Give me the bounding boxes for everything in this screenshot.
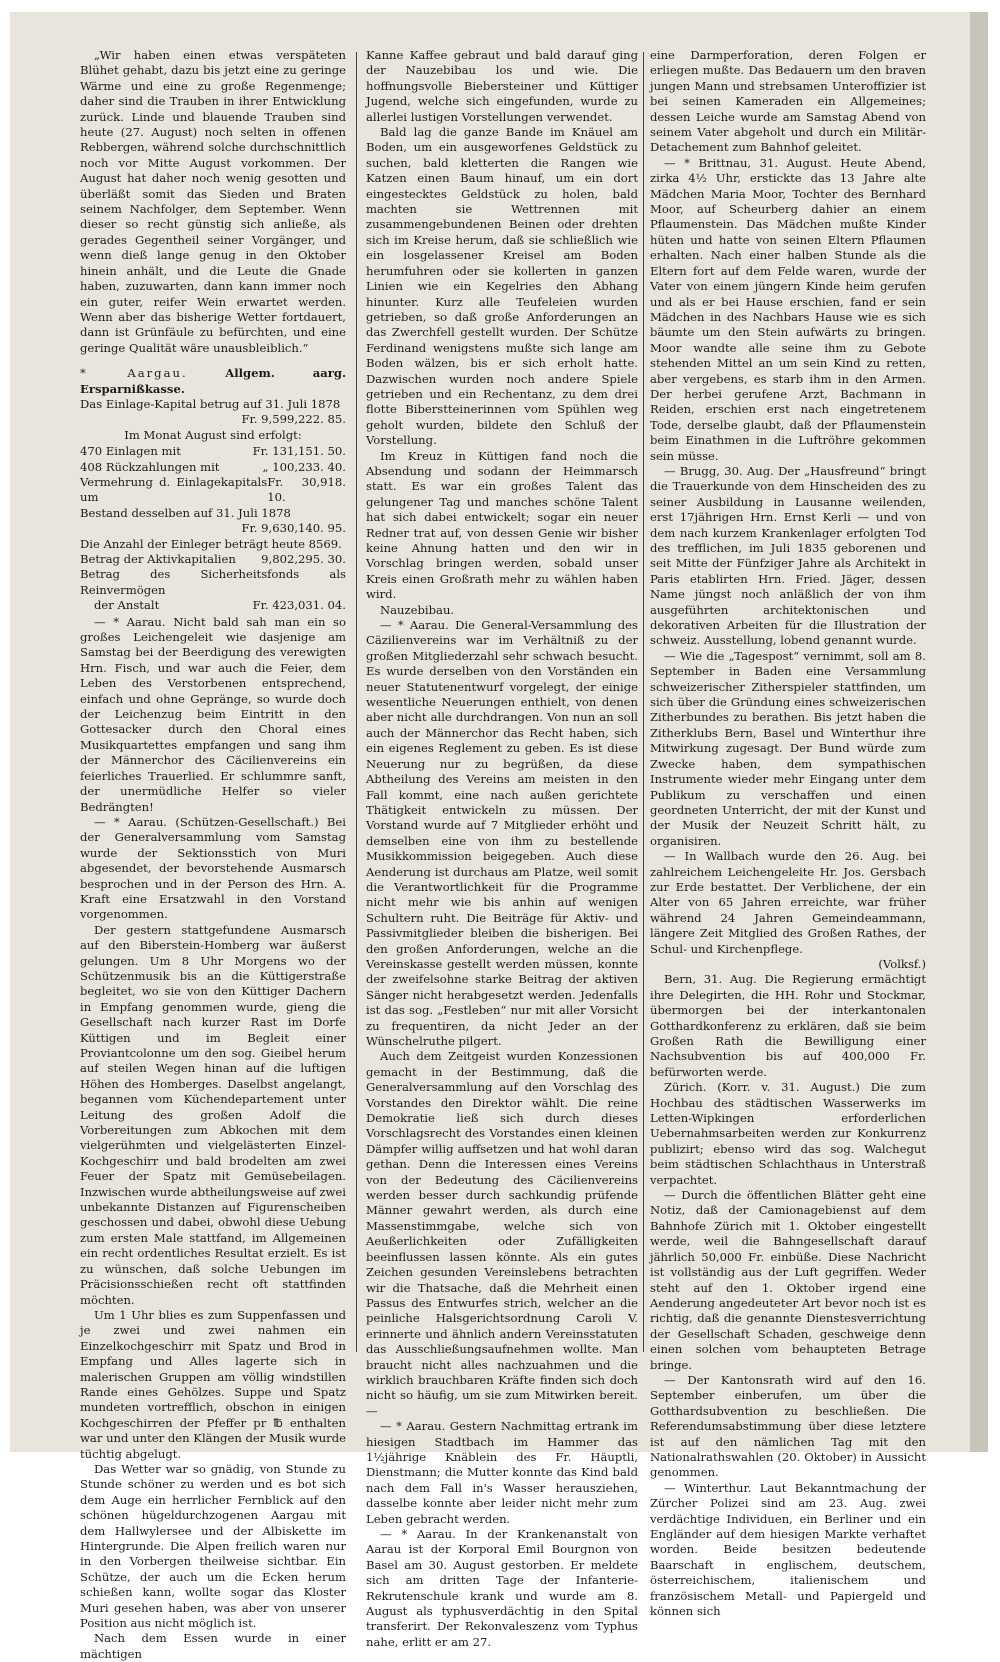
table-row: Betrag der Aktivkapitalien 9,802,295. 30.	[80, 552, 346, 566]
article-paragraph: Im Kreuz in Küttigen fand noch die Absendung und sodann der Heimmarsch statt. Es war ein großes Talent das gelungener Tag und manches schöne Talent hat sich dabei entwickelt; sogar ein neuer Redner trat auf, von dessen Genie wir bisher keine Ahnung hatten und den wir in Vorschlag bringen werden, sobald unser Kreis einen Großrath mehr zu wählen haben wird.	[366, 448, 638, 602]
article-signature: (Volksf.)	[878, 956, 926, 971]
column-rule	[643, 52, 644, 1352]
kasse-intro-value: Fr. 9,599,222. 85.	[241, 412, 346, 427]
newspaper-page	[10, 12, 988, 1661]
article-paragraph: — Brugg, 30. Aug. Der „Hausfreund“ bringt die Trauerkunde von dem Hinscheiden des zu seiner Ausbildung in Lausanne weilenden, erst 17jährigen Hrn. Ernst Kerli — und von dem nach kurzem Krankenlager erfolgten Tod des trefflichen, im Juli 1835 geborenen und seit Mitte der Fünfziger Jahre als Architekt in Paris etablirten Hrn. Fried. Jäger, dessen Name jüngst noch anläßlich der von ihm ausgeführten architektonischen und dekorativen Arbeiten für die Illustration der schweiz. Ausstellung, lobend genannt wurde.	[650, 463, 926, 648]
article-paragraph: — * Aarau. Gestern Nachmittag ertrank im hiesigen Stadtbach im Hammer das 1½jährige Knäblein des Fr. Häuptli, Dienstmann; die Mutter konnte das Kind bald nach dem Fall in's Wasser herausziehen, dasselbe konnte aber leider nicht mehr zum Leben gebracht werden.	[366, 1419, 638, 1526]
article-paragraph: — * Brittnau, 31. August. Heute Abend, zirka 4½ Uhr, erstickte das 13 Jahre alte Mädchen Maria Moor, Tochter des Bernhard Moor, auf Scheurberg dahier an einem Pflaumenstein. Das Mädchen mußte Kinder hüten und hatte von seinen Eltern Pflaumen erhalten. Nach einer halben Stunde als die Eltern fort auf dem Felde waren, wurde der Vater von einem jüngern Kinde heim gerufen und als er bei Hause erschien, fand er sein Mädchen in des Nachbars Hause wie es sich bäumte um den Stein aufwärts zu bringen. Moor wandte alle seine ihm zu Gebote stehenden Mittel an um sein Kind zu retten, aber vergebens, es starb ihm in den Armen. Der herbei gerufene Arzt, Bachmann in Reiden, erschien erst nach eingetretenem Tode, derselbe glaubt, daß der Pflaumenstein beim Einathmen in die Luftröhre gekommen sein müsse.	[650, 155, 926, 463]
article-paragraph: Bald lag die ganze Bande im Knäuel am Boden, um ein ausgeworfenes Geldstück zu suchen, bald kletterten die Rangen wie Katzen einen Baum hinauf, um ein dort eingestecktes Geldstück zu holen, bald machten sie Wettrennen mit zusammengebundenen Beinen oder drehten sich im Kreise herum, daß sie schließlich wie ein losgelassener Kreisel am Boden herumfuhren oder sie kollerten in ganzen Linien wie ein Kegelries den Abhang hinunter. Kurz alle Teufeleien wurden getrieben, so daß große Anforderungen an das Zwerchfell gestellt wurden. Der Schütze Ferdinand wenigstens mußte sich lange am Boden wälzen, bis er sich erholt hatte. Dazwischen wurden noch andere Spiele getrieben und ein Rechentanz, zu dem drei flotte Biberstteinerinnen vom Spühlen weg geholt wurden, bildete den Schluß der Vorstellung.	[366, 125, 638, 448]
article-paragraph: — * Aarau. Nicht bald sah man ein so großes Leichengeleit wie dasjenige am Samstag bei der Beerdigung des verewigten Hrn. Fisch, und war auch die Feier, dem Leben des Verstorbenen entsprechend, einfach und ohne Gepränge, so wurde doch der Leichenzug beim Eintritt in den Gottesacker durch den Choral eines Musikquartettes empfangen und sang ihm der Männerchor des Cäcilienvereins ein feierliches Trauerlied. Er schlummre sanft, der unermüdliche Helfer so vieler Bedrängten!	[80, 614, 346, 814]
article-paragraph: Das Wetter war so gnädig, von Stunde zu Stunde schöner zu werden und es bot sich dem Auge ein herrlicher Fernblick auf den schönen hügeldurchzogenen Aargau mit dem Hallwylersee und der Albiskette im Hintergrunde. Die Alpen freilich waren nur in den Vorbergen theilweise sichtbar. Ein Schütze, der auch um die Ecken herum schießen kann, wollte sogar das Kloster Muri gesehen haben, was aber von unserer Position aus nicht möglich ist.	[80, 1461, 346, 1631]
article-paragraph: — Der Kantonsrath wird auf den 16. September einberufen, um über die Gotthardsubvention zu beschließen. Die Referendumsabstimmung über diese letztere ist auf den nämlichen Tag mit den Nationalrathswahlen (20. Oktober) in Aussicht genommen.	[650, 1372, 926, 1480]
article-paragraph: — * Aarau. Die General-Versammlung des Cäzilienvereins war im Verhältniß zu der großen Mitgliederzahl sehr schwach besucht. Es wurde derselben von den Vorständen ein neuer Statutenentwurf vorgelegt, der einige wesentliche Neuerungen enthielt, von denen aber nicht alle durchdrangen. Von nun an soll auch der Männerchor das Recht haben, sich ein eigenes Reglement zu geben. Es ist diese Neuerung nur zu begrüßen, da diese Abtheilung des Vereins am meisten in den Fall kommt, eine nach außen gerichtete Thätigkeit entwickeln zu müssen. Der Vorstand wurde auf 7 Mitglieder erhöht und demselben eine von ihm zu bestellende Musikkommission beigegeben. Auch diese Aenderung ist durchaus am Platze, weil somit die Verantwortlichkeit für die Programme nicht mehr wie bis anhin auf wenigen Schultern ruht. Die Beiträge für Aktiv- und Passivmitglieder bleiben die bisherigen. Bei den großen Anforderungen, welche an die Vereinskasse gestellt werden müssen, konnte der zweifelsohne starke Beitrag der aktiven Sänger nicht herabgesetzt werden. Jedenfalls ist das sog. „Festleben“ nur mit aller Vorsicht zu frequentiren, da nicht Jeder an der Wünschelruthe pilgert.	[366, 618, 638, 1048]
article-paragraph: — Durch die öffentlichen Blätter geht eine Notiz, daß der Camionagebienst auf dem Bahnhofe Zürich mit 1. Oktober eingestellt werde, weil die Bahngesellschaft darauf jährlich 50,000 Fr. einbüße. Diese Nachricht ist vollständig aus der Luft gegriffen. Weder steht auf den 1. Oktober irgend eine Aenderung angedeuteter Art bevor noch ist es richtig, daß die genannte Dienstesverrichtung der Gesellschaft Schaden, geschweige denn einen solchen vom behaupteten Betrage bringe.	[650, 1188, 926, 1372]
article-paragraph: — Wie die „Tagespost“ vernimmt, soll am 8. September in Baden eine Versammlung schweizerischer Zitherspieler stattfinden, um sich über die Gründung eines schweizerischen Zitherbundes zu berathen. Bis jetzt haben die Zitherklubs Bern, Basel und Winterthur ihre Mitwirkung zugesagt. Der Bund würde zum Zwecke haben, dem sympathischen Instrumente wieder mehr Eingang unter dem Publikum zu verschaffen und einen geordneten Unterricht, der mit der Kunst und der Musik der Neuzeit Schritt hält, zu organisiren.	[650, 648, 926, 848]
article-paragraph: Zürich. (Korr. v. 31. August.) Die zum Hochbau des städtischen Wasserwerks im Letten-Wipkingen erforderlichen Uebernahmsarbeiten werden zur Konkurrenz publizirt; ebenso wird das sog. Walchegut beim städtischen Schlachthaus in Unterstraß verpachtet.	[650, 1080, 926, 1187]
kasse-heading: * Aargau. Allgem. aarg. Ersparnißkasse.	[80, 366, 347, 396]
article-paragraph: Nach dem Essen wurde in einer mächtigen	[80, 1631, 346, 1661]
wine-report-paragraph: „Wir haben einen etwas verspäteten Blühet gehabt, dazu bis jetzt eine zu geringe Wärme und eine zu große Regenmenge; daher sind die Trauben in ihrer Entwicklung zurück. Linde und blauende Trauben sind heute (27. August) noch selten in offenen Rebbergen, während solche durchschnittlich noch vor Mitte August vorkommen. Der August hat daher noch wenig gesotten und überläßt somit das Sieden und Braten seinem Nachfolger, dem September. Wenn dieser so recht günstig sich anließe, als gerades Gegentheil seiner Vorgänger, und wenn dieß lange genug in den Oktober hinein anhält, und die Leute die Gnade haben, zuzuwarten, dann kann immer noch ein guter, reifer Wein erwartet werden. Wenn aber das bisherige Wetter fortdauert, dann ist Grünfäule zu befürchten, und eine geringe Qualität wäre unausbleiblich.“	[80, 48, 346, 355]
kasse-einleger: Die Anzahl der Einleger beträgt heute 8569.	[80, 536, 342, 551]
article-paragraph: — In Wallbach wurde den 26. Aug. bei zahlreichem Leichengeleite Hr. Jos. Gersbach zur Erde bestattet. Der Verblichene, der ein Alter von 65 Jahren erreichte, war früher während 24 Jahren Gemeindeammann, längere Zeit Mitglied des Großen Rathes, der Schul- und Kirchenpflege.	[650, 849, 926, 956]
kasse-intro: Das Einlage-Kapital betrug auf 31. Juli 1878	[80, 396, 341, 411]
kasse-table	[80, 444, 346, 613]
article-paragraph: Kanne Kaffee gebraut und bald darauf ging der Nauzebibau los und wie. Die hoffnungsvolle Biebersteiner und Küttiger Jugend, welche sich eingefunden, wurde zu allerlei lustigen Vorstellungen verwendet.	[366, 48, 638, 124]
article-signature: Nauzebibau.	[380, 602, 455, 617]
article-paragraph: Auch dem Zeitgeist wurden Konzessionen gemacht in der Bestimmung, daß die Generalversammlung auf den Vorschlag des Vorstandes den Direktor wählt. Die reine Demokratie ließ sich durch dieses Vorschlagsrecht des Vorstandes einen kleinen Dämpfer willig auffsetzen und hat wohl daran gethan. Denn die Interessen eines Vereins von der Bedeutung des Cäcilienvereins werden besser durch sachkundig prüfende Männer gewahrt werden, als durch eine Massenstimmgabe, welche sich von Aeußerlichkeiten oder Zufälligkeiten beeinflussen lassen könnte. Als ein gutes Zeichen gesunden Vereinslebens betrachten wir die Thatsache, daß die Mehrheit einen Passus des Entwurfes strich, welcher an die peinliche Halsgerichtsordnung Caroli V. erinnerte und ähnlich andern Vereinsstatuten das Ausschließungsaufnehmen wollte. Man braucht nicht alles nachzuahmen und die wirklich brauchbaren Kräfte finden sich doch nicht so häufig, um sie zum Mitwirken bereit. —	[366, 1049, 638, 1418]
article-paragraph: — Winterthur. Laut Bekanntmachung der Zürcher Polizei sind am 23. Aug. zwei verdächtige Individuen, ein Berliner und ein Engländer auf dem hiesigen Markte verhaftet worden. Beide besitzen bedeutende Baarschaft in englischem, deutschem, österreichischem, italienischem und französischem Metall- und Papiergeld und können sich	[650, 1480, 926, 1619]
article-paragraph: — * Aarau. (Schützen-Gesellschaft.) Bei der Generalversammlung vom Samstag wurde der Sektionsstich von Muri abgesendet, der bevorstehende Ausmarsch besprochen und in der Person des Hrn. A. Kraft eine Ersatzwahl in den Vorstand vorgenommen.	[80, 814, 346, 922]
table-row: der Anstalt Fr. 423,031. 04.	[94, 598, 346, 613]
column-rule	[356, 52, 357, 1352]
article-paragraph: eine Darmperforation, deren Folgen er erliegen mußte. Das Bedauern um den braven jungen Mann und strebsamen Unteroffizier ist bei seinen Kameraden ein Allgemeines; dessen Leiche wurde am Samstag Abend von seinem Vater abgeholt und durch ein Militär-Detachement zum Bahnhof geleitet.	[650, 48, 926, 155]
table-row: 470 Einlagen mit Fr. 131,151. 50.	[80, 444, 346, 459]
table-row: Vermehrung d. Einlagekapitals um Fr. 30,918. 10.	[80, 474, 346, 505]
kasse-sicherheit: Betrag des Sicherheitsfonds als Reinvermögen	[80, 567, 346, 597]
table-row: 408 Rückzahlungen mit „ 100,233. 40.	[80, 459, 346, 474]
article-paragraph: Um 1 Uhr blies es zum Suppenfassen und je zwei und zwei nahmen ein Einzelkochgeschirr mit Spatz und Brod in Empfang und Alles lagerte sich in malerischen Gruppen am völlig windstillen Rande eines Gehölzes. Suppe und Spatz mundeten vortrefflich, obschon in einigen Kochgeschirren der Pfeffer pr ℔ enthalten war und unter den Klängen der Musik wurde tüchtig abgelugt.	[80, 1307, 346, 1461]
kasse-bestand-value: Fr. 9,630,140. 95.	[241, 521, 346, 536]
article-paragraph: Bern, 31. Aug. Die Regierung ermächtigt ihre Delegirten, die HH. Rohr und Stockmar, übermorgen bei der interkantonalen Gotthardkonferenz zu erklären, daß sie beim Großen Rath die Bewilligung einer Nachsubvention bis auf 400,000 Fr. befürworten werde.	[650, 972, 926, 1079]
kasse-month: Im Monat August sind erfolgt:	[124, 427, 302, 442]
column-1	[80, 48, 346, 1662]
page-edge	[970, 12, 988, 1452]
article-paragraph: — * Aarau. In der Krankenanstalt von Aarau ist der Korporal Emil Bourgnon von Basel am 30. August gestorben. Er meldete sich am dritten Tage der Infanterie-Rekrutenschule krank und wurde am 8. August als typhusverdächtig in den Spital transferirt. Der Rekonvaleszenz vom Typhus nahe, erlitt er am 27.	[366, 1527, 638, 1649]
column-2	[366, 48, 638, 1650]
article-paragraph: Der gestern stattgefundene Ausmarsch auf den Biberstein-Homberg war äußerst gelungen. Um 8 Uhr Morgens wo der Schützenmusik bis an die Küttigerstraße begleitet, wo sie von den Küttiger Dachern in Empfang genommen wurde, gieng die Gesellschaft nach kurzer Rast im Dorfe Küttigen und im Begleit einer Proviantcolonne um den sog. Gieibel herum auf steilen Wegen hinan auf die luftigen Höhen des Homberges. Daselbst angelangt, begannen vom Küchendepartement unter Leitung des großen Adolf die Vorbereitungen zum Abkochen mit dem vielgerühmten und vielgelästerten Einzel-Kochgeschirr und bald brodelten am zwei Feuer der Spatz mit Gemüsebeilagen. Inzwischen wurde abtheilungsweise auf zwei unbekannte Distanzen auf Figurenscheiben geschossen und dabei, obwohl diese Uebung zum ersten Male stattfand, im Allgemeinen ein recht ordentliches Resultat erzielt. Es ist zu wünschen, daß solche Uebungen im Präcisionsschießen recht oft stattfinden möchten.	[80, 922, 346, 1307]
column-3	[650, 48, 926, 1619]
table-row: Bestand desselben auf 31. Juli 1878	[80, 505, 291, 520]
